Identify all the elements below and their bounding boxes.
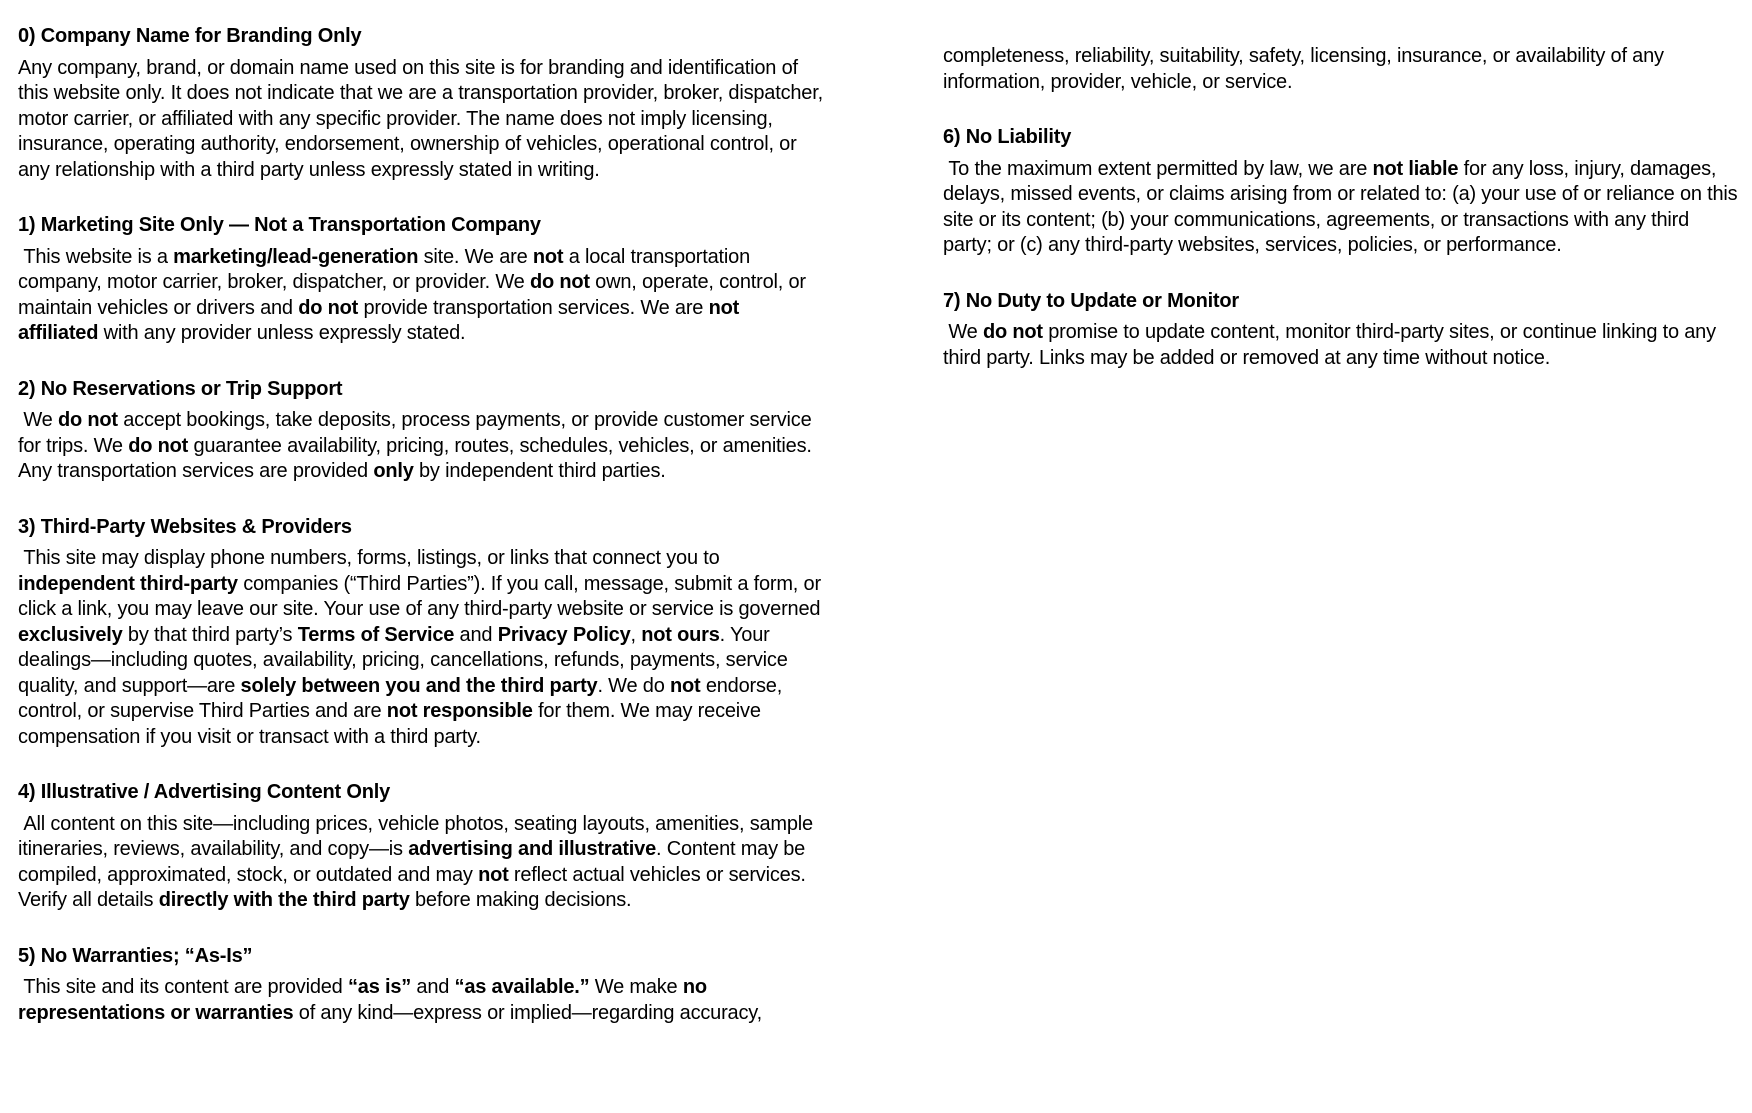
text-run: by that third party’s [122, 623, 298, 646]
left-column [18, 0, 829, 1026]
bold-text-run: not liable [1372, 157, 1459, 180]
section-body [943, 157, 1743, 259]
section-heading: 0) Company Name for Branding Only [18, 25, 362, 47]
text-run: a local transportation company, motor carrier, broker, dispatcher, or provider. We [18, 245, 756, 293]
bold-text-run: only [373, 460, 414, 482]
text-run: . We do [597, 674, 670, 697]
bold-text-run: do not [982, 321, 1043, 343]
text-run: , [630, 623, 642, 646]
text-run: accept bookings, take deposits, process payments, or provide customer service for trips. We [18, 409, 817, 457]
text-run: of any kind—express or implied—regarding accuracy, [293, 1001, 762, 1024]
bold-text-run: “as available.” [454, 976, 590, 998]
text-run: and [454, 623, 498, 646]
text-run: Any company, brand, or domain name used on this site is for branding and identification of this website only. It does not indicate that we are a transportation provider, broker, dispatcher, motor carrier, or affiliated with any specific provider. The name does not imply licensing, insurance, operating authority, endorsement, ownership of vehicles, operational control, or any relationship with a third party unless expressly stated in writing. [18, 56, 829, 181]
bold-text-run: do not [529, 271, 590, 293]
section-7-no-duty-to-update [943, 289, 1743, 372]
text-run: This site may display phone numbers, forms, listings, or links that connect you to [18, 547, 725, 569]
section-6-no-liability [943, 125, 1743, 259]
section-0-company-name-branding [18, 24, 829, 183]
text-run: We make [589, 976, 683, 998]
bold-text-run: not [478, 863, 509, 886]
bold-text-run: Privacy Policy [497, 623, 631, 646]
section-heading: 1) Marketing Site Only — Not a Transportation Company [18, 214, 541, 236]
text-run: site. We are [418, 245, 533, 268]
section-heading: 3) Third-Party Websites & Providers [18, 515, 352, 538]
text-run: completeness, reliability, suitability, safety, licensing, insurance, or availability of any information, provider, vehicle, or service. [943, 45, 1670, 93]
section-heading: 6) No Liability [943, 126, 1072, 148]
text-run: companies (“Third Parties”). If you call, message, submit a form, or click a link, you may leave our site. Your use of any third-party website or service is governed [18, 572, 827, 620]
section-heading: 5) No Warranties; “As-Is” [18, 944, 253, 967]
bold-text-run: do not [128, 434, 189, 457]
section-3-third-party-websites [18, 515, 827, 751]
bold-text-run: directly with the third party [158, 889, 410, 911]
text-run: . Content may be compiled, approximated, stock, or outdated and may [18, 838, 811, 886]
bold-text-run: Terms of Service [297, 623, 455, 646]
section-4-illustrative-content [18, 780, 824, 914]
bold-text-run: not [532, 245, 564, 268]
text-run: We [943, 321, 983, 343]
text-run: before making decisions. [409, 889, 632, 911]
bold-text-run: not affiliated [18, 296, 745, 344]
bold-text-run: not responsible [386, 700, 533, 722]
text-run: To the maximum extent permitted by law, we are [943, 157, 1373, 180]
section-body [943, 320, 1743, 371]
text-run: for any loss, injury, damages, delays, missed events, or claims arising from or related to: (a) your use of or reliance on this site or its content; (b) your communications, agreements, or transactions with any third party; or (c) any third-party websites, services, policies, or performance. [943, 157, 1743, 256]
bold-text-run: do not [57, 409, 118, 431]
section-5-no-warranties-continued [943, 44, 1743, 95]
text-run: own, operate, control, or maintain vehicles or drivers and [18, 271, 812, 319]
bold-text-run: not [669, 674, 701, 697]
text-run: This website is a [18, 245, 174, 268]
right-column [943, 44, 1743, 371]
text-run: with any provider unless expressly stated. [98, 322, 466, 344]
section-body [18, 546, 827, 750]
section-5-no-warranties [18, 944, 824, 1027]
text-run: We [18, 409, 58, 431]
text-run: reflect actual vehicles or services. Verify all details [18, 863, 812, 911]
bold-text-run: solely between you and the third party [240, 674, 598, 697]
text-run: and [411, 976, 455, 998]
text-run: . Your dealings—including quotes, availability, pricing, cancellations, refunds, payments, service quality, and support—are [18, 623, 793, 697]
text-run: by independent third parties. [413, 460, 666, 482]
bold-text-run: do not [298, 296, 359, 319]
bold-text-run: advertising and illustrative [408, 838, 656, 860]
section-body [18, 56, 829, 184]
bold-text-run: marketing/lead-generation [173, 245, 419, 268]
text-run: promise to update content, monitor third-party sites, or continue linking to any third party. Links may be added or removed at any time without notice. [943, 321, 1722, 369]
bold-text-run: no representations or warranties [18, 976, 713, 1024]
bold-text-run: “as is” [347, 976, 412, 998]
section-body [18, 245, 824, 347]
section-1-marketing-site-only [18, 213, 824, 347]
bold-text-run: exclusively [18, 623, 123, 646]
text-run: All content on this site—including prices, vehicle photos, seating layouts, amenities, sample itineraries, reviews, availability, and copy—is [18, 812, 819, 860]
text-run: guarantee availability, pricing, routes, schedules, vehicles, or amenities. Any transportation services are provided [18, 434, 817, 482]
section-heading: 2) No Reservations or Trip Support [18, 377, 343, 400]
section-body [943, 44, 1743, 95]
section-heading: 4) Illustrative / Advertising Content Only [18, 781, 391, 803]
text-run: This site and its content are provided [18, 976, 348, 998]
text-run: for them. We may receive compensation if you visit or transact with a third party. [18, 700, 767, 748]
section-body [18, 975, 824, 1026]
bold-text-run: not ours [641, 623, 720, 646]
section-body [18, 812, 824, 914]
section-2-no-reservations [18, 377, 824, 485]
bold-text-run: independent third-party [18, 572, 238, 595]
section-body [18, 408, 824, 485]
text-run: endorse, control, or supervise Third Parties and are [18, 674, 788, 722]
section-heading: 7) No Duty to Update or Monitor [943, 289, 1239, 312]
text-run: provide transportation services. We are [358, 296, 709, 319]
